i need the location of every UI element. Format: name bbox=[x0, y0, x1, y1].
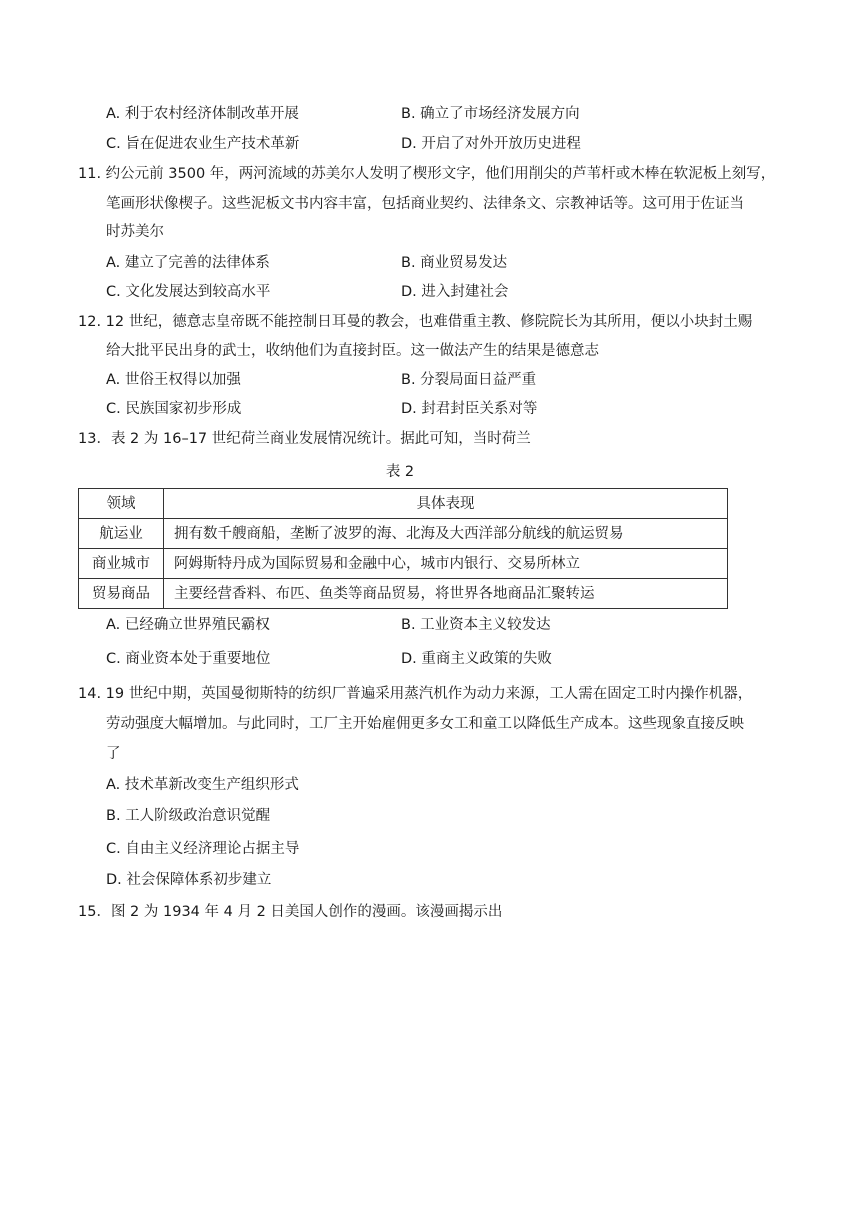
q14-stem-line3: 了 bbox=[106, 746, 121, 762]
q13-stem-line1: 13．表 2 为 16–17 世纪荷兰商业发展情况统计。据此可知，当时荷兰 bbox=[78, 431, 531, 447]
q13-option-b: B. 工业资本主义较发达 bbox=[401, 617, 551, 633]
q12-option-b: B. 分裂局面日益严重 bbox=[401, 372, 537, 388]
q12-option-c: C. 民族国家初步形成 bbox=[106, 401, 242, 417]
q11-stem-line2: 笔画形状像楔子。这些泥板文书内容丰富，包括商业契约、法律条文、宗教神话等。这可用于佐证当 bbox=[106, 196, 744, 212]
table-cell: 贸易商品 bbox=[79, 579, 164, 609]
table-row bbox=[79, 549, 728, 579]
q11-option-a: A. 建立了完善的法律体系 bbox=[106, 255, 270, 271]
table-header-cell: 领域 bbox=[79, 489, 164, 519]
q14-stem-line2: 劳动强度大幅增加。与此同时，工厂主开始雇佣更多女工和童工以降低生产成本。这些现象直接反映 bbox=[106, 716, 744, 732]
q10-option-b: B. 确立了市场经济发展方向 bbox=[401, 106, 580, 122]
q11-stem-line3: 时苏美尔 bbox=[106, 224, 164, 240]
table-header-cell: 具体表现 bbox=[164, 489, 728, 519]
q14-option-a: A. 技术革新改变生产组织形式 bbox=[106, 777, 299, 793]
q13-option-d: D. 重商主义政策的失败 bbox=[401, 651, 552, 667]
table-caption: 表 2 bbox=[385, 464, 415, 480]
table-row bbox=[79, 519, 728, 549]
q11-option-d: D. 进入封建社会 bbox=[401, 284, 509, 300]
q14-stem-line1: 14. 19 世纪中期，英国曼彻斯特的纺织厂普遍采用蒸汽机作为动力来源，工人需在固定工时内操作机器， bbox=[78, 686, 753, 702]
q15-stem-line1: 15．图 2 为 1934 年 4 月 2 日美国人创作的漫画。该漫画揭示出 bbox=[78, 904, 503, 920]
data-table bbox=[78, 488, 728, 609]
q14-option-c: C. 自由主义经济理论占据主导 bbox=[106, 841, 300, 857]
table-header-row bbox=[79, 489, 728, 519]
q12-option-d: D. 封君封臣关系对等 bbox=[401, 401, 538, 417]
table-cell: 商业城市 bbox=[79, 549, 164, 579]
table-row bbox=[79, 579, 728, 609]
table-cell: 航运业 bbox=[79, 519, 164, 549]
table-cell: 阿姆斯特丹成为国际贸易和金融中心，城市内银行、交易所林立 bbox=[164, 549, 728, 579]
q12-stem-line1: 12. 12 世纪，德意志皇帝既不能控制日耳曼的教会，也难借重主教、修院院长为其所用，便以小块封土赐 bbox=[78, 314, 753, 330]
table-cell: 拥有数千艘商船，垄断了波罗的海、北海及大西洋部分航线的航运贸易 bbox=[164, 519, 728, 549]
q11-option-b: B. 商业贸易发达 bbox=[401, 255, 508, 271]
table-cell: 主要经营香料、布匹、鱼类等商品贸易，将世界各地商品汇聚转运 bbox=[164, 579, 728, 609]
q12-option-a: A. 世俗王权得以加强 bbox=[106, 372, 241, 388]
q10-option-d: D. 开启了对外开放历史进程 bbox=[401, 136, 581, 152]
q14-option-d: D. 社会保障体系初步建立 bbox=[106, 872, 272, 888]
q13-option-c: C. 商业资本处于重要地位 bbox=[106, 651, 271, 667]
q11-stem-line1: 11. 约公元前 3500 年，两河流域的苏美尔人发明了楔形文字，他们用削尖的芦苇杆或木棒在软泥板上刻写， bbox=[78, 166, 776, 182]
q10-option-c: C. 旨在促进农业生产技术革新 bbox=[106, 136, 300, 152]
q14-option-b: B. 工人阶级政治意识觉醒 bbox=[106, 808, 271, 824]
q11-option-c: C. 文化发展达到较高水平 bbox=[106, 284, 271, 300]
q13-option-a: A. 已经确立世界殖民霸权 bbox=[106, 617, 270, 633]
q10-option-a: A. 利于农村经济体制改革开展 bbox=[106, 106, 299, 122]
q12-stem-line2: 给大批平民出身的武士，收纳他们为直接封臣。这一做法产生的结果是德意志 bbox=[106, 343, 599, 359]
